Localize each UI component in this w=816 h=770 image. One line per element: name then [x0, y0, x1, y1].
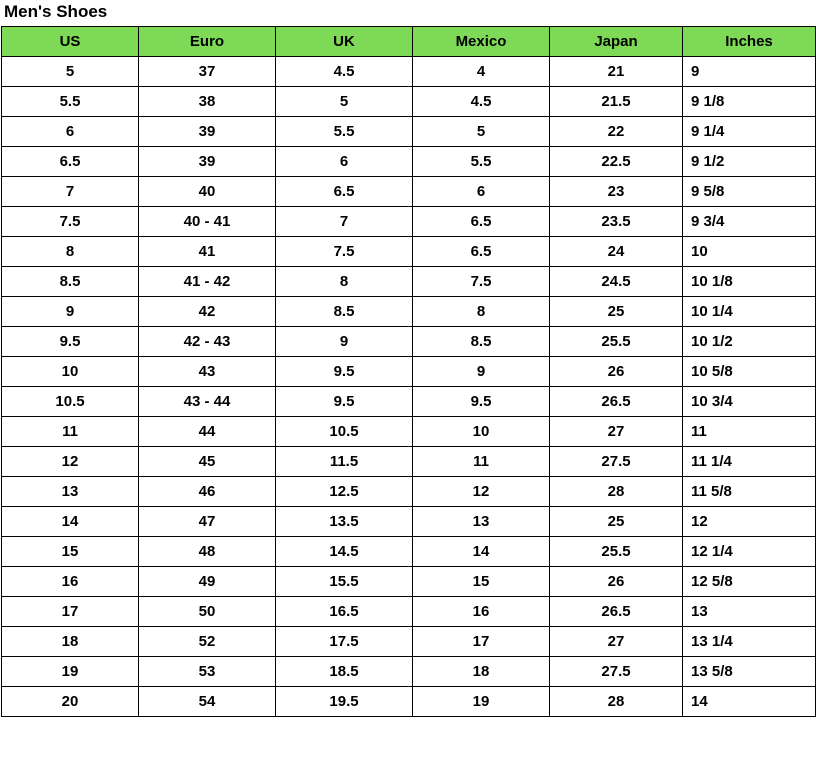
cell-inches: 12 [683, 507, 816, 537]
table-row [2, 57, 816, 87]
cell-japan: 25.5 [550, 537, 683, 567]
cell-us: 19 [2, 657, 139, 687]
cell-uk: 7 [276, 207, 413, 237]
cell-mexico: 11 [413, 447, 550, 477]
cell-us: 11 [2, 417, 139, 447]
cell-japan: 24.5 [550, 267, 683, 297]
cell-inches: 9 5/8 [683, 177, 816, 207]
cell-inches: 12 1/4 [683, 537, 816, 567]
cell-mexico: 16 [413, 597, 550, 627]
table-row [2, 537, 816, 567]
cell-euro: 49 [139, 567, 276, 597]
cell-uk: 6 [276, 147, 413, 177]
cell-us: 16 [2, 567, 139, 597]
table-row [2, 597, 816, 627]
cell-mexico: 8.5 [413, 327, 550, 357]
cell-inches: 11 5/8 [683, 477, 816, 507]
cell-japan: 27 [550, 417, 683, 447]
cell-uk: 11.5 [276, 447, 413, 477]
cell-japan: 21.5 [550, 87, 683, 117]
cell-euro: 52 [139, 627, 276, 657]
cell-japan: 28 [550, 687, 683, 717]
cell-us: 14 [2, 507, 139, 537]
cell-japan: 26.5 [550, 597, 683, 627]
cell-euro: 38 [139, 87, 276, 117]
table-row [2, 657, 816, 687]
cell-japan: 26 [550, 357, 683, 387]
cell-mexico: 19 [413, 687, 550, 717]
cell-inches: 11 [683, 417, 816, 447]
cell-uk: 9 [276, 327, 413, 357]
table-row [2, 447, 816, 477]
table-row [2, 387, 816, 417]
table-row [2, 627, 816, 657]
cell-inches: 13 1/4 [683, 627, 816, 657]
cell-euro: 37 [139, 57, 276, 87]
cell-mexico: 6 [413, 177, 550, 207]
table-row [2, 297, 816, 327]
cell-inches: 9 1/2 [683, 147, 816, 177]
cell-uk: 19.5 [276, 687, 413, 717]
cell-inches: 9 1/4 [683, 117, 816, 147]
cell-japan: 27.5 [550, 447, 683, 477]
cell-euro: 44 [139, 417, 276, 447]
cell-euro: 42 [139, 297, 276, 327]
cell-mexico: 5 [413, 117, 550, 147]
table-row [2, 117, 816, 147]
cell-mexico: 17 [413, 627, 550, 657]
cell-us: 6 [2, 117, 139, 147]
cell-us: 8 [2, 237, 139, 267]
cell-uk: 16.5 [276, 597, 413, 627]
cell-inches: 14 [683, 687, 816, 717]
cell-inches: 12 5/8 [683, 567, 816, 597]
cell-us: 8.5 [2, 267, 139, 297]
cell-japan: 27 [550, 627, 683, 657]
cell-japan: 22.5 [550, 147, 683, 177]
table-row [2, 207, 816, 237]
cell-uk: 9.5 [276, 387, 413, 417]
cell-uk: 8.5 [276, 297, 413, 327]
cell-us: 9.5 [2, 327, 139, 357]
cell-japan: 23.5 [550, 207, 683, 237]
cell-inches: 9 3/4 [683, 207, 816, 237]
column-header-inches: Inches [683, 27, 816, 57]
cell-us: 18 [2, 627, 139, 657]
column-header-mexico: Mexico [413, 27, 550, 57]
cell-euro: 41 [139, 237, 276, 267]
cell-uk: 5 [276, 87, 413, 117]
cell-mexico: 14 [413, 537, 550, 567]
cell-japan: 25 [550, 507, 683, 537]
cell-mexico: 8 [413, 297, 550, 327]
cell-inches: 13 [683, 597, 816, 627]
cell-japan: 26 [550, 567, 683, 597]
cell-us: 10 [2, 357, 139, 387]
cell-inches: 10 1/2 [683, 327, 816, 357]
cell-euro: 48 [139, 537, 276, 567]
cell-uk: 7.5 [276, 237, 413, 267]
cell-japan: 22 [550, 117, 683, 147]
cell-uk: 12.5 [276, 477, 413, 507]
table-row [2, 267, 816, 297]
cell-euro: 39 [139, 147, 276, 177]
column-header-euro: Euro [139, 27, 276, 57]
cell-japan: 26.5 [550, 387, 683, 417]
cell-mexico: 6.5 [413, 207, 550, 237]
cell-inches: 10 1/4 [683, 297, 816, 327]
cell-euro: 47 [139, 507, 276, 537]
cell-uk: 5.5 [276, 117, 413, 147]
cell-euro: 53 [139, 657, 276, 687]
cell-inches: 9 [683, 57, 816, 87]
shoe-size-table [1, 26, 816, 717]
cell-us: 13 [2, 477, 139, 507]
cell-us: 5 [2, 57, 139, 87]
cell-mexico: 18 [413, 657, 550, 687]
cell-uk: 15.5 [276, 567, 413, 597]
cell-uk: 10.5 [276, 417, 413, 447]
cell-mexico: 4 [413, 57, 550, 87]
cell-inches: 9 1/8 [683, 87, 816, 117]
cell-japan: 25 [550, 297, 683, 327]
cell-japan: 28 [550, 477, 683, 507]
table-row [2, 327, 816, 357]
table-row [2, 417, 816, 447]
cell-euro: 43 - 44 [139, 387, 276, 417]
table-row [2, 477, 816, 507]
cell-inches: 10 1/8 [683, 267, 816, 297]
cell-euro: 50 [139, 597, 276, 627]
cell-mexico: 15 [413, 567, 550, 597]
cell-us: 7 [2, 177, 139, 207]
cell-us: 15 [2, 537, 139, 567]
cell-euro: 45 [139, 447, 276, 477]
cell-us: 7.5 [2, 207, 139, 237]
column-header-japan: Japan [550, 27, 683, 57]
cell-mexico: 5.5 [413, 147, 550, 177]
column-header-us: US [2, 27, 139, 57]
cell-mexico: 13 [413, 507, 550, 537]
cell-euro: 43 [139, 357, 276, 387]
cell-us: 5.5 [2, 87, 139, 117]
cell-inches: 10 3/4 [683, 387, 816, 417]
cell-us: 9 [2, 297, 139, 327]
table-row [2, 687, 816, 717]
cell-uk: 8 [276, 267, 413, 297]
cell-mexico: 7.5 [413, 267, 550, 297]
cell-euro: 39 [139, 117, 276, 147]
cell-japan: 24 [550, 237, 683, 267]
table-row [2, 147, 816, 177]
cell-uk: 18.5 [276, 657, 413, 687]
cell-japan: 21 [550, 57, 683, 87]
cell-inches: 11 1/4 [683, 447, 816, 477]
cell-us: 17 [2, 597, 139, 627]
cell-us: 10.5 [2, 387, 139, 417]
cell-us: 20 [2, 687, 139, 717]
cell-euro: 42 - 43 [139, 327, 276, 357]
table-row [2, 567, 816, 597]
cell-inches: 10 [683, 237, 816, 267]
cell-japan: 25.5 [550, 327, 683, 357]
cell-euro: 54 [139, 687, 276, 717]
cell-inches: 10 5/8 [683, 357, 816, 387]
cell-euro: 40 [139, 177, 276, 207]
cell-euro: 41 - 42 [139, 267, 276, 297]
page-title: Men's Shoes [4, 2, 108, 21]
column-header-uk: UK [276, 27, 413, 57]
table-header-row [2, 27, 816, 57]
cell-mexico: 9.5 [413, 387, 550, 417]
table-header [2, 27, 816, 57]
table-row [2, 237, 816, 267]
cell-japan: 23 [550, 177, 683, 207]
cell-euro: 40 - 41 [139, 207, 276, 237]
cell-uk: 17.5 [276, 627, 413, 657]
table-body [2, 57, 816, 717]
table-row [2, 357, 816, 387]
cell-uk: 9.5 [276, 357, 413, 387]
cell-japan: 27.5 [550, 657, 683, 687]
cell-uk: 6.5 [276, 177, 413, 207]
cell-mexico: 12 [413, 477, 550, 507]
table-row [2, 177, 816, 207]
cell-uk: 4.5 [276, 57, 413, 87]
cell-mexico: 4.5 [413, 87, 550, 117]
cell-uk: 14.5 [276, 537, 413, 567]
cell-us: 12 [2, 447, 139, 477]
cell-mexico: 9 [413, 357, 550, 387]
table-row [2, 507, 816, 537]
cell-inches: 13 5/8 [683, 657, 816, 687]
cell-mexico: 6.5 [413, 237, 550, 267]
cell-mexico: 10 [413, 417, 550, 447]
table-row [2, 87, 816, 117]
cell-euro: 46 [139, 477, 276, 507]
cell-uk: 13.5 [276, 507, 413, 537]
cell-us: 6.5 [2, 147, 139, 177]
